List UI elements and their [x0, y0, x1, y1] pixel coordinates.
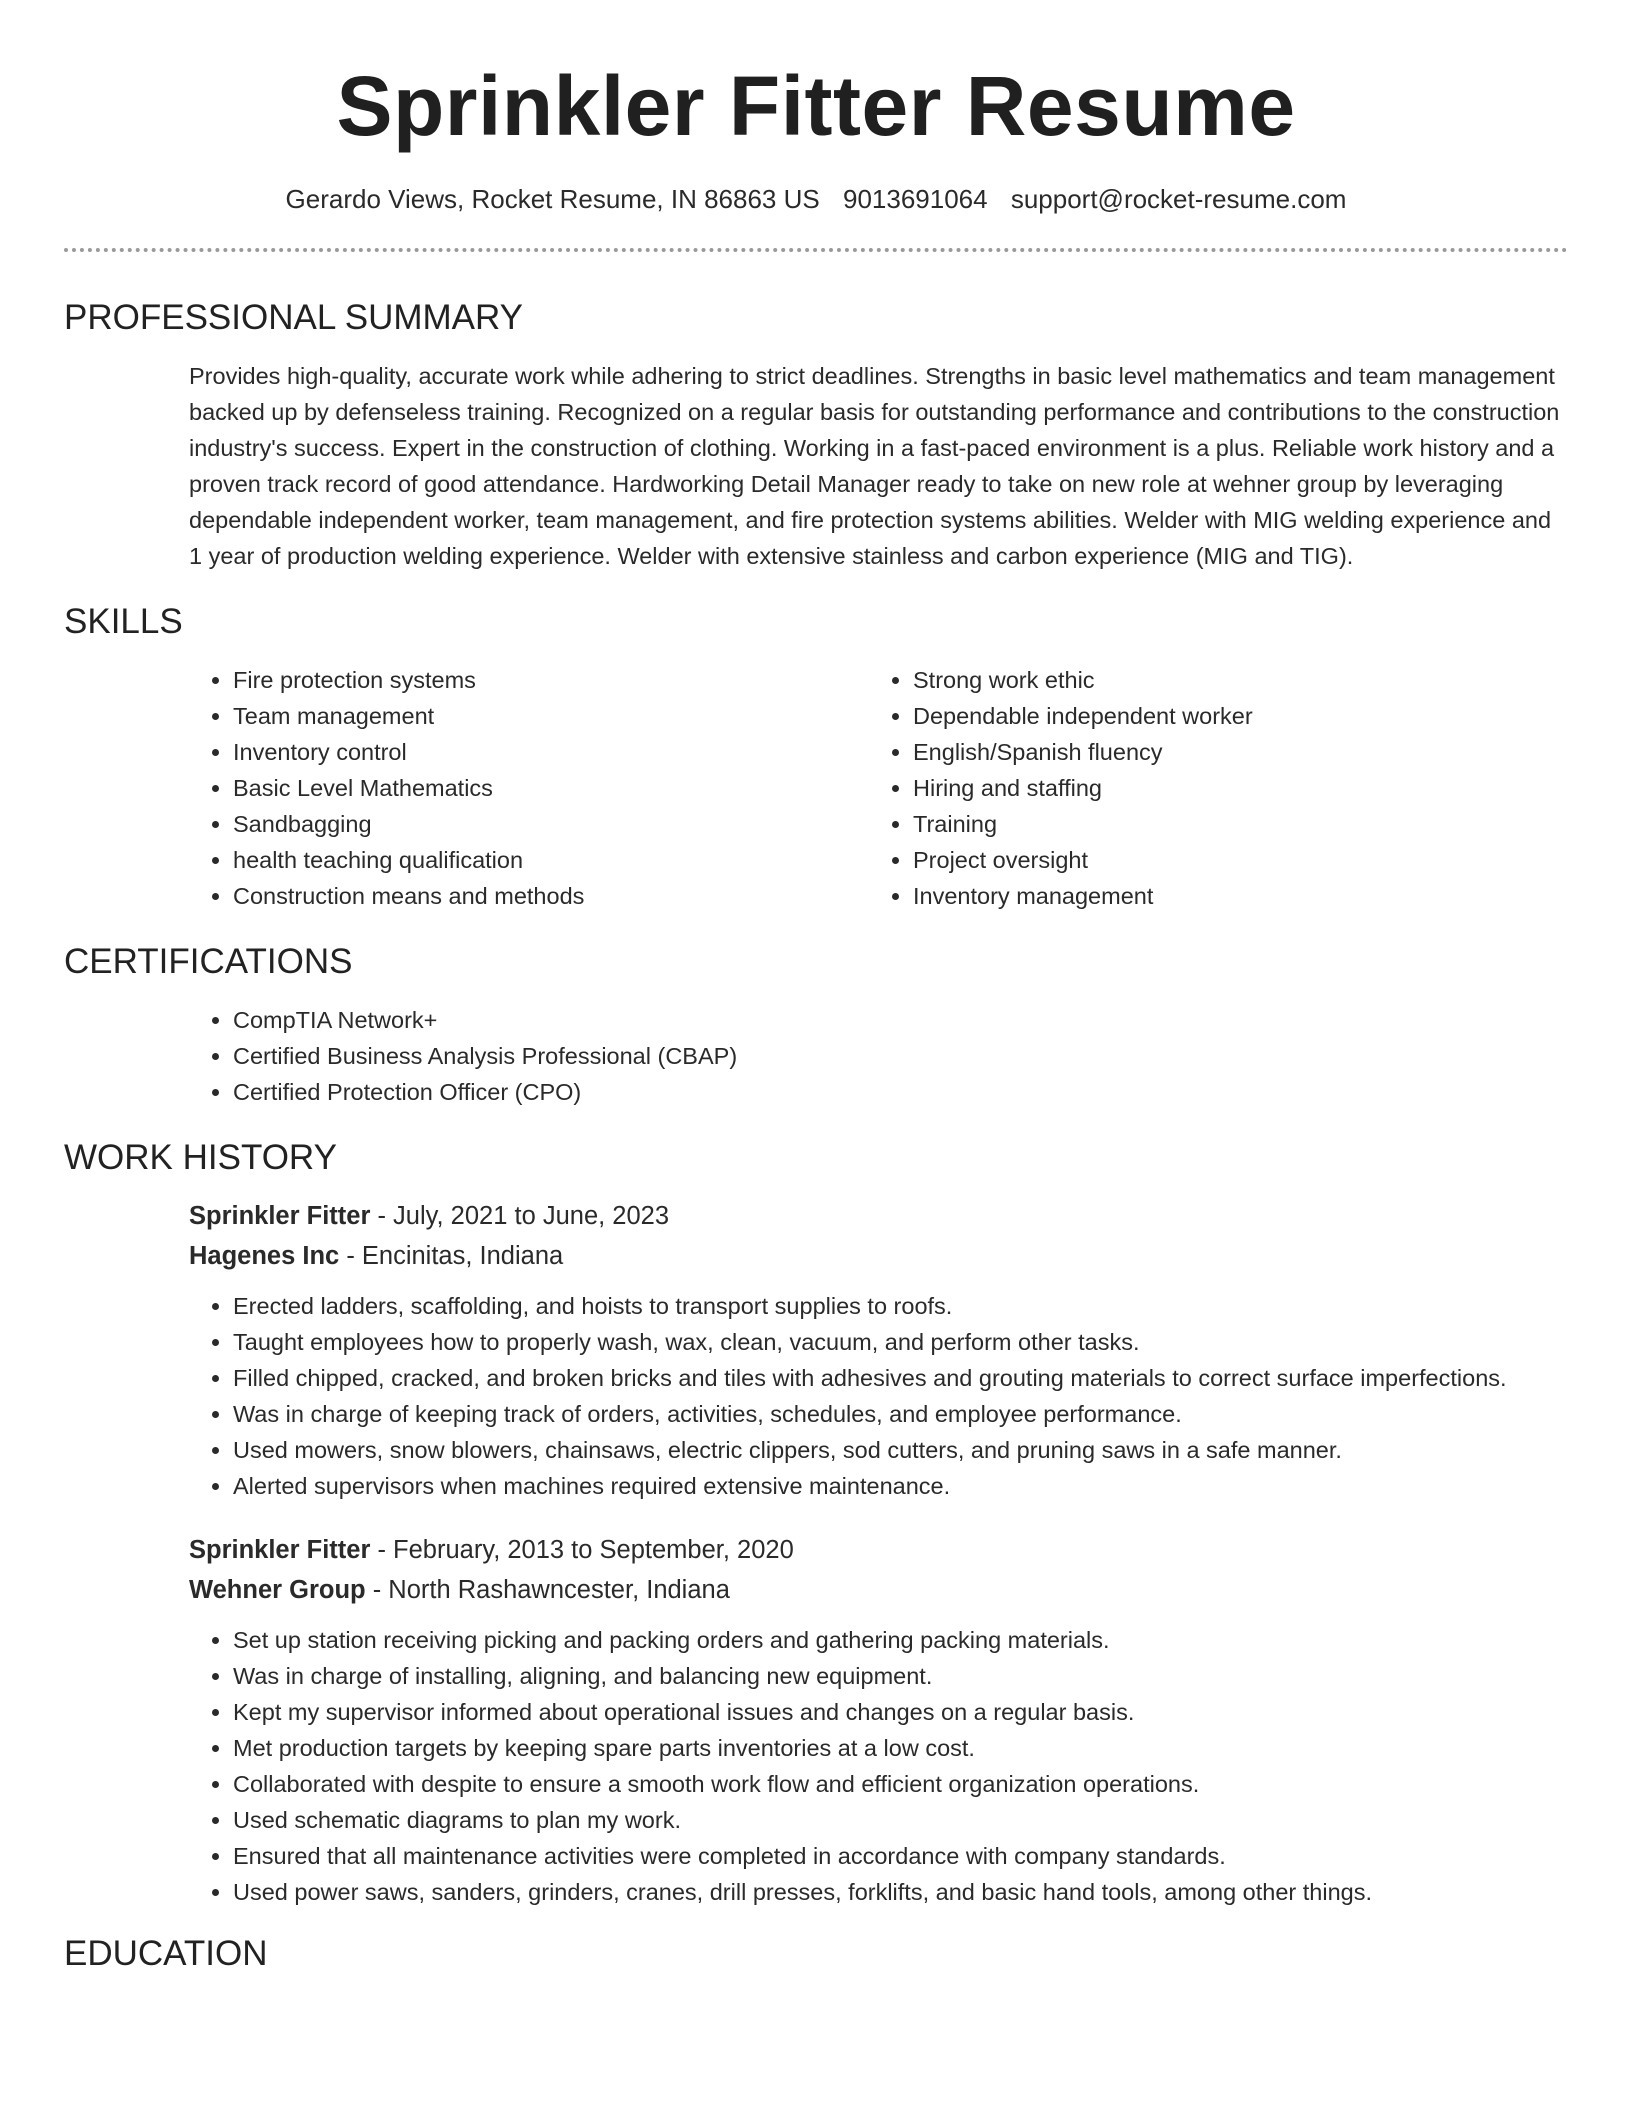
skill-item: • Fire protection systems — [233, 662, 869, 698]
skill-item: • health teaching qualification — [233, 842, 869, 878]
skill-item: • Construction means and methods — [233, 878, 869, 914]
job-bullet: • Was in charge of keeping track of orders, activities, schedules, and employee performance. — [233, 1396, 1568, 1432]
contact-address: Gerardo Views, Rocket Resume, IN 86863 US — [285, 184, 820, 214]
skill-item: • Inventory management — [913, 878, 1549, 914]
skill-item: • Basic Level Mathematics — [233, 770, 869, 806]
resume-title: Sprinkler Fitter Resume — [336, 59, 1296, 153]
job-bullets — [189, 1622, 1568, 1910]
job-bullet: • Used power saws, sanders, grinders, cranes, drill presses, forklifts, and basic hand tools, among other things. — [233, 1874, 1568, 1910]
job-company-line — [189, 1570, 1632, 1610]
job-bullet: • Met production targets by keeping spare parts inventories at a low cost. — [233, 1730, 1568, 1766]
job-bullet: • Kept my supervisor informed about operational issues and changes on a regular basis. — [233, 1694, 1568, 1730]
job-bullets — [189, 1288, 1568, 1504]
certifications-heading: CERTIFICATIONS — [64, 942, 353, 981]
skill-item: • Strong work ethic — [913, 662, 1549, 698]
contact-email: support@rocket-resume.com — [1010, 184, 1347, 214]
summary-heading: PROFESSIONAL SUMMARY — [64, 298, 523, 337]
skill-item: • Hiring and staffing — [913, 770, 1549, 806]
skill-item: • Sandbagging — [233, 806, 869, 842]
job-bullet: • Filled chipped, cracked, and broken bricks and tiles with adhesives and grouting materials to correct surface imperfections. — [233, 1360, 1568, 1396]
job-bullet: • Alerted supervisors when machines required extensive maintenance. — [233, 1468, 1568, 1504]
job-role: Sprinkler Fitter — [189, 1202, 371, 1230]
job-location: - Encinitas, Indiana — [339, 1242, 564, 1270]
header-divider — [64, 248, 1568, 252]
job-entry — [0, 1196, 1632, 1504]
skill-item: • Team management — [233, 698, 869, 734]
job-title-line — [189, 1196, 1632, 1236]
job-bullet: • Erected ladders, scaffolding, and hoists to transport supplies to roofs. — [233, 1288, 1568, 1324]
education-heading: EDUCATION — [64, 1934, 268, 1973]
certification-item: • Certified Business Analysis Professional (CBAP) — [233, 1038, 1632, 1074]
skill-item: • Project oversight — [913, 842, 1549, 878]
job-bullet: • Taught employees how to properly wash, wax, clean, vacuum, and perform other tasks. — [233, 1324, 1568, 1360]
summary-text: Provides high-quality, accurate work while adhering to strict deadlines. Strengths in basic level mathematics and team management backed up by defenseless training. Recognized on a regular basis for outstanding performance and contributions to the construction industry's success. Expert in the construction of clothing. Working in a fast-paced environment is a plus. Reliable work history and a proven track record of good attendance. Hardworking Detail Manager ready to take on new role at wehner group by leveraging dependable independent worker, team management, and fire protection systems abilities. Welder with MIG welding experience and 1 year of production welding experience. Welder with extensive stainless and carbon experience (MIG and TIG). — [189, 363, 1560, 569]
skills-list — [189, 662, 1632, 914]
skill-item: • Dependable independent worker — [913, 698, 1549, 734]
contact-line — [0, 182, 1632, 216]
job-bullet: • Used mowers, snow blowers, chainsaws, electric clippers, sod cutters, and pruning saws in a safe manner. — [233, 1432, 1568, 1468]
certification-item: • Certified Protection Officer (CPO) — [233, 1074, 1632, 1110]
job-entry — [0, 1530, 1632, 1910]
job-company: Wehner Group — [189, 1576, 366, 1604]
skills-column-right — [869, 662, 1549, 914]
job-company: Hagenes Inc — [189, 1242, 340, 1270]
skill-item: • Inventory control — [233, 734, 869, 770]
certifications-list — [189, 1002, 1632, 1110]
job-dates: - February, 2013 to September, 2020 — [370, 1536, 794, 1564]
job-bullet: • Was in charge of installing, aligning, and balancing new equipment. — [233, 1658, 1568, 1694]
skill-item: • English/Spanish fluency — [913, 734, 1549, 770]
job-bullet: • Ensured that all maintenance activities were completed in accordance with company standards. — [233, 1838, 1568, 1874]
job-location: - North Rashawncester, Indiana — [365, 1576, 730, 1604]
skills-heading: SKILLS — [64, 602, 183, 641]
job-bullet: • Set up station receiving picking and packing orders and gathering packing materials. — [233, 1622, 1568, 1658]
job-dates: - July, 2021 to June, 2023 — [370, 1202, 670, 1230]
contact-phone: 9013691064 — [842, 184, 988, 214]
skills-column-left — [189, 662, 869, 914]
certification-item: • CompTIA Network+ — [233, 1002, 1632, 1038]
job-bullet: • Collaborated with despite to ensure a smooth work flow and efficient organization operations. — [233, 1766, 1568, 1802]
job-company-line — [189, 1236, 1632, 1276]
work-history-heading: WORK HISTORY — [64, 1138, 337, 1177]
job-role: Sprinkler Fitter — [189, 1536, 371, 1564]
job-title-line — [189, 1530, 1632, 1570]
job-bullet: • Used schematic diagrams to plan my work. — [233, 1802, 1568, 1838]
skill-item: • Training — [913, 806, 1549, 842]
